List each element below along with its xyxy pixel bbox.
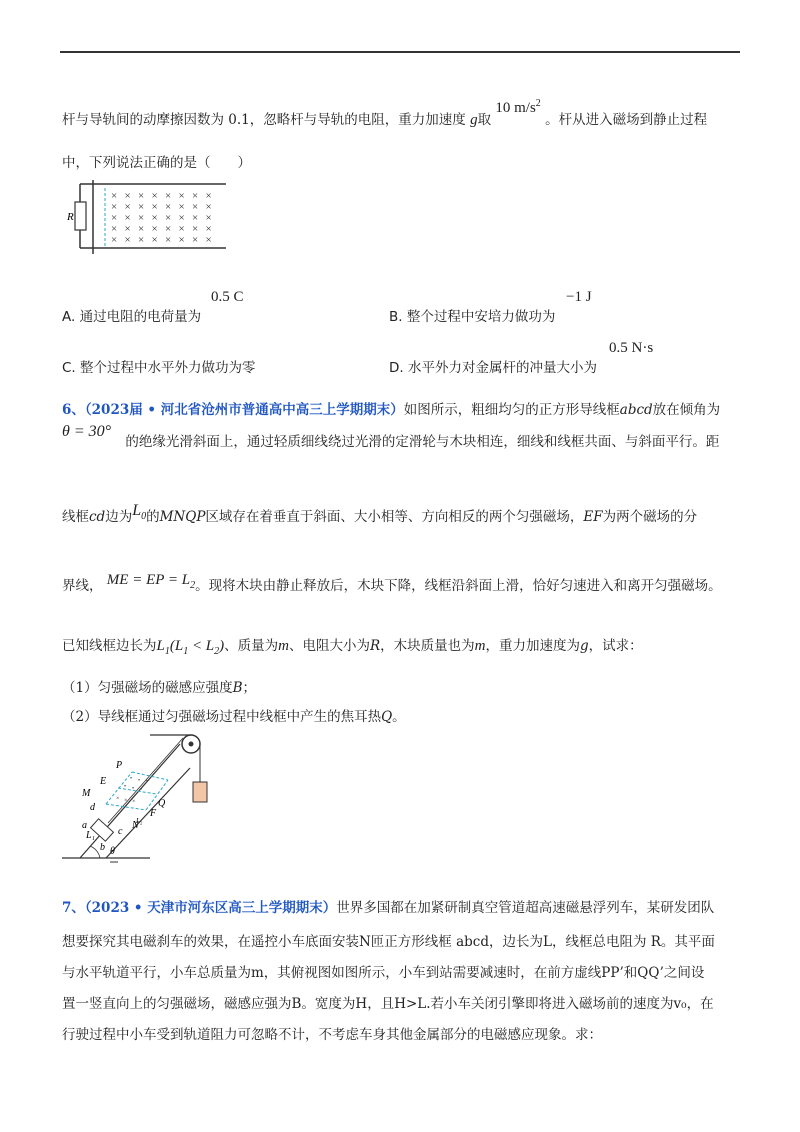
q5-line2: 中，下列说法正确的是（ ） <box>62 155 251 171</box>
field-cross: × <box>138 223 145 235</box>
label-F: F <box>150 808 157 819</box>
text: 取 <box>477 112 492 128</box>
field-cross: × <box>205 212 212 224</box>
block <box>193 782 207 802</box>
field-cross: × <box>192 223 199 235</box>
q7-line2: 想要探究其电磁刹车的效果，在遥控小车底面安装N匝正方形线框 abcd，边长为L，线框总电阻为 R。其平面 <box>62 934 715 950</box>
field-cross: × <box>165 212 172 224</box>
header-rule <box>60 51 740 53</box>
label-E: E <box>100 776 107 787</box>
field-cross: × <box>192 234 199 246</box>
field-cross: × <box>205 234 212 246</box>
field-cross: × <box>138 212 145 224</box>
field-cross: × <box>111 201 118 213</box>
field-cross: × <box>205 201 212 213</box>
symbol-g: g <box>470 112 478 128</box>
question-number: 6、 <box>62 402 85 418</box>
label-L2: L₂ <box>136 817 143 825</box>
label-P: P <box>116 760 123 771</box>
field-crosses <box>111 190 212 246</box>
question-source: （2023 • 天津市河东区高三上学期期末） <box>84 900 337 916</box>
q6-line4: 界线， ME = EP = $L_2$。现将木块由静止释放后，木块下降，线框沿斜面上滑，恰好匀速进入和离开匀强磁场。 <box>62 572 722 594</box>
field-cross: × <box>165 201 172 213</box>
svg-text:•: • <box>140 787 143 793</box>
field-cross: × <box>178 234 185 246</box>
field-cross: × <box>178 190 185 202</box>
option-a[interactable]: A. 通过电阻的电荷量为 <box>62 309 202 325</box>
q6-subquestion-1: （1）匀强磁场的磁感应强度B； <box>62 680 257 696</box>
field-cross: × <box>124 234 131 246</box>
label-b: b <box>100 842 105 853</box>
label-Q: Q <box>158 798 166 809</box>
label-a: a <box>82 820 87 831</box>
field-cross: × <box>124 223 131 235</box>
label-d: d <box>90 802 95 813</box>
svg-text:×: × <box>124 798 128 804</box>
field-cross: × <box>124 212 131 224</box>
field-cross: × <box>151 223 158 235</box>
q7-line1: 7、（2023 • 天津市河东区高三上学期期末）世界多国都在加紧研制真空管道超高速磁悬浮列车，某研发团队 <box>62 900 715 916</box>
label-M: M <box>82 788 91 799</box>
q6-line5: 已知线框边长为$L_1(L_1 < L_2)$、质量为m、电阻大小为R，木块质量也为m，重力加速度为g，试求： <box>62 638 643 657</box>
field-cross: × <box>138 201 145 213</box>
option-a-value: 0.5 C <box>211 289 244 305</box>
field-cross: × <box>111 234 118 246</box>
label-c: c <box>118 826 123 837</box>
field-cross: × <box>151 190 158 202</box>
field-cross: × <box>205 223 212 235</box>
question-number: 7、 <box>62 900 85 916</box>
q7-line4: 置一竖直向上的匀强磁场，磁感应强为B。宽度为H，且H>L.若小车关闭引擎即将进入磁场前的速度为v₀，在 <box>62 996 714 1012</box>
svg-text:×: × <box>116 796 120 802</box>
option-b[interactable]: B. 整个过程中安培力做功为 <box>389 309 556 325</box>
option-b-value: −1 J <box>566 289 592 305</box>
label-theta: θ <box>110 846 115 857</box>
theta-expression: θ = 30° <box>62 423 112 440</box>
label-L1: L₁ <box>86 830 96 841</box>
q6-line2: θ = 30° 的绝缘光滑斜面上，通过轻质细线绕过光滑的定滑轮与木块相连，细线和线框共面、与斜面平行。距 <box>62 423 720 450</box>
q5-line1 <box>62 98 708 129</box>
field-cross: × <box>178 223 185 235</box>
field-cross: × <box>165 223 172 235</box>
field-cross: × <box>124 201 131 213</box>
field-cross: × <box>111 223 118 235</box>
q7-line3: 与水平轨道平行，小车总质量为m，其俯视图如图所示，小车到站需要减速时，在前方虚线PP’和QQ’之间设 <box>62 965 705 981</box>
field-cross: × <box>111 212 118 224</box>
text: 。杆从进入磁场到静止过程 <box>545 112 708 128</box>
rail-magnetic-field-figure <box>66 180 236 260</box>
resistor <box>75 202 86 230</box>
resistor-label: R <box>67 211 74 223</box>
q6-subquestion-2: （2）导线框通过匀强磁场过程中线框中产生的焦耳热Q。 <box>62 709 406 725</box>
field-cross: × <box>165 234 172 246</box>
field-cross: × <box>151 201 158 213</box>
field-cross: × <box>165 190 172 202</box>
field-cross: × <box>178 212 185 224</box>
q7-line5: 行驶过程中小车受到轨道阻力可忽略不计，不考虑车身其他金属部分的电磁感应现象。求： <box>62 1027 602 1043</box>
svg-text:•: • <box>146 779 149 785</box>
field-cross: × <box>151 212 158 224</box>
field-cross: × <box>192 190 199 202</box>
svg-text:•: • <box>130 776 133 782</box>
svg-text:•: • <box>138 778 141 784</box>
svg-text:•: • <box>132 786 135 792</box>
field-cross: × <box>124 190 131 202</box>
q6-line3: 线框cd边为$L_0$的MNQP区域存在着垂直于斜面、大小相等、方向相反的两个匀强磁场，EF为两个磁场的分 <box>62 502 698 525</box>
question-source: （2023届 • 河北省沧州市普通高中高三上学期期末） <box>84 402 404 418</box>
g-value: 10 $m/s^2$ <box>495 98 541 116</box>
field-cross: × <box>205 190 212 202</box>
field-cross: × <box>138 190 145 202</box>
field-cross: × <box>151 234 158 246</box>
text: 杆与导轨间的动摩擦因数为 0.1，忽略杆与导轨的电阻，重力加速度 <box>62 112 466 128</box>
option-c[interactable]: C. 整个过程中水平外力做功为零 <box>62 360 256 376</box>
incline-pulley-figure <box>60 728 240 868</box>
label-N: N <box>132 820 139 831</box>
q6-line1: 6、（2023届 • 河北省沧州市普通高中高三上学期期末）如图所示，粗细均匀的正方形导线框abcd放在倾角为 <box>62 402 721 418</box>
option-d-value: 0.5 N·s <box>609 340 654 356</box>
field-cross: × <box>192 212 199 224</box>
field-cross: × <box>192 201 199 213</box>
field-cross: × <box>111 190 118 202</box>
option-d[interactable]: D. 水平外力对金属杆的冲量大小为 <box>389 360 597 376</box>
svg-text:•: • <box>124 784 127 790</box>
field-cross: × <box>178 201 185 213</box>
field-cross: × <box>138 234 145 246</box>
svg-text:×: × <box>132 799 136 805</box>
